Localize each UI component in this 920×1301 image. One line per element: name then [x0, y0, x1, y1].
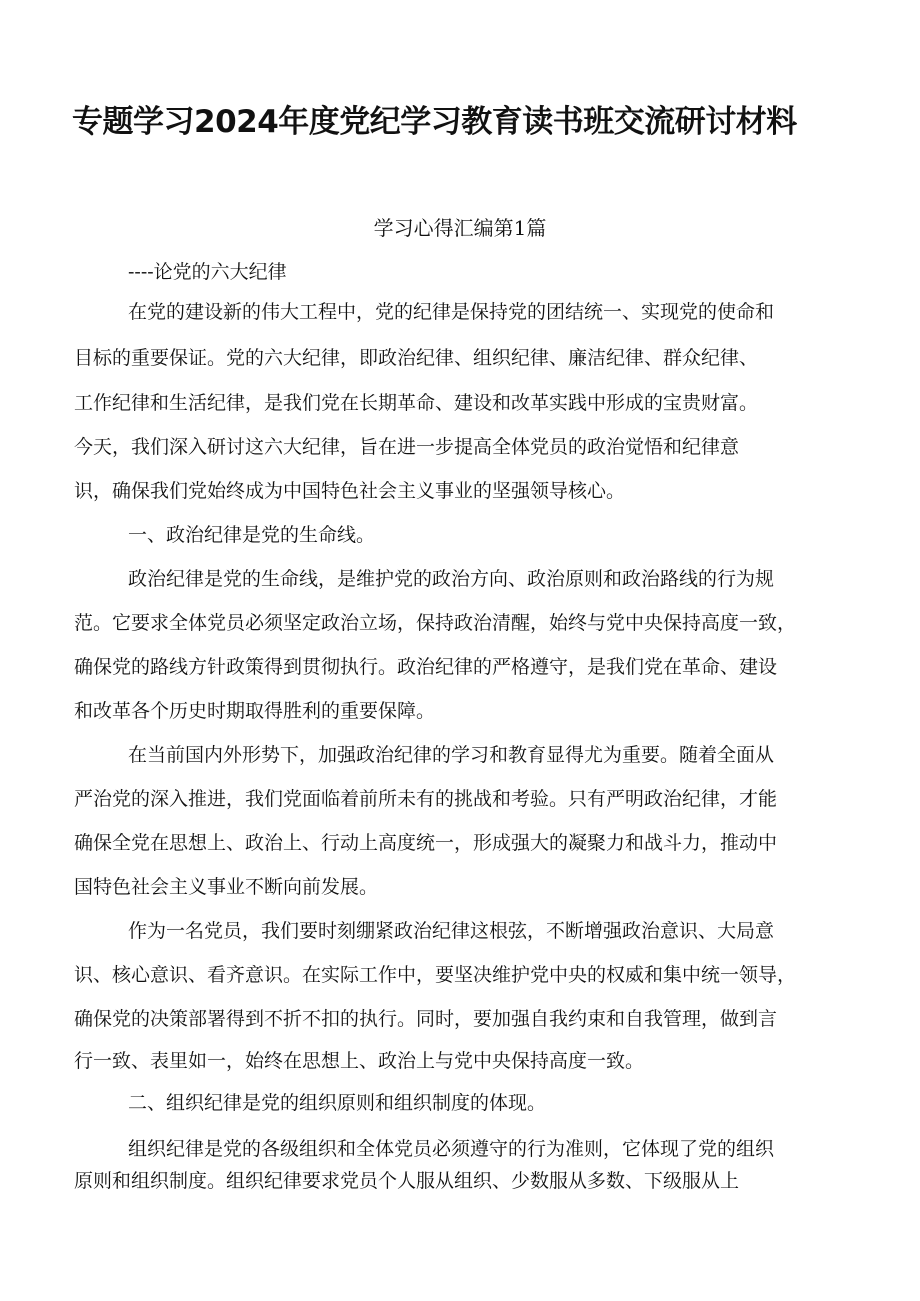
paragraph-line: 行一致、表里如一，始终在思想上、政治上与党中央保持高度一致。: [74, 1050, 645, 1072]
document-title: 专题学习2024年度党纪学习教育读书班交流研讨材料: [72, 104, 797, 140]
paragraph-line: 原则和组织制度。组织纪律要求党员个人服从组织、少数服从多数、下级服从上: [74, 1170, 740, 1192]
document-subtitle: 学习心得汇编第1篇: [373, 216, 547, 240]
paragraph-line: 在党的建设新的伟大工程中，党的纪律是保持党的团结统一、实现党的使命和: [128, 301, 775, 323]
section-heading: 一、政治纪律是党的生命线。: [128, 524, 376, 546]
paragraph-line: 作为一名党员，我们要时刻绷紧政治纪律这根弦，不断增强政治意识、大局意: [128, 920, 775, 942]
paragraph-line: 组织纪律是党的各级组织和全体党员必须遵守的行为准则，它体现了党的组织: [128, 1138, 775, 1160]
paragraph-line: 在当前国内外形势下，加强政治纪律的学习和教育显得尤为重要。随着全面从: [128, 744, 775, 766]
paragraph-line: 国特色社会主义事业不断向前发展。: [74, 876, 379, 898]
paragraph-line: 识、核心意识、看齐意识。在实际工作中，要坚决维护党中央的权威和集中统一领导，: [74, 964, 797, 986]
paragraph-line: 确保全党在思想上、政治上、行动上高度统一，形成强大的凝聚力和战斗力，推动中: [74, 832, 778, 854]
paragraph-line: 和改革各个历史时期取得胜利的重要保障。: [74, 700, 436, 722]
section-heading: 二、组织纪律是党的组织原则和组织制度的体现。: [128, 1092, 547, 1114]
paragraph-line: 政治纪律是党的生命线，是维护党的政治方向、政治原则和政治路线的行为规: [128, 568, 775, 590]
paragraph-line: 范。它要求全体党员必须坚定政治立场，保持政治清醒，始终与党中央保持高度一致，: [74, 612, 797, 634]
paragraph-line: 今天，我们深入研讨这六大纪律，旨在进一步提高全体党员的政治觉悟和纪律意: [74, 436, 740, 458]
paragraph-line: 确保党的决策部署得到不折不扣的执行。同时，要加强自我约束和自我管理，做到言: [74, 1008, 778, 1030]
document-byline: ----论党的六大纪律: [128, 261, 287, 283]
paragraph-line: 工作纪律和生活纪律，是我们党在长期革命、建设和改革实践中形成的宝贵财富。: [74, 392, 759, 414]
paragraph-line: 严治党的深入推进，我们党面临着前所未有的挑战和考验。只有严明政治纪律，才能: [74, 788, 778, 810]
paragraph-line: 确保党的路线方针政策得到贯彻执行。政治纪律的严格遵守，是我们党在革命、建设: [74, 656, 778, 678]
paragraph-line: 识，确保我们党始终成为中国特色社会主义事业的坚强领导核心。: [74, 480, 626, 502]
paragraph-line: 目标的重要保证。党的六大纪律，即政治纪律、组织纪律、廉洁纪律、群众纪律、: [74, 347, 759, 369]
